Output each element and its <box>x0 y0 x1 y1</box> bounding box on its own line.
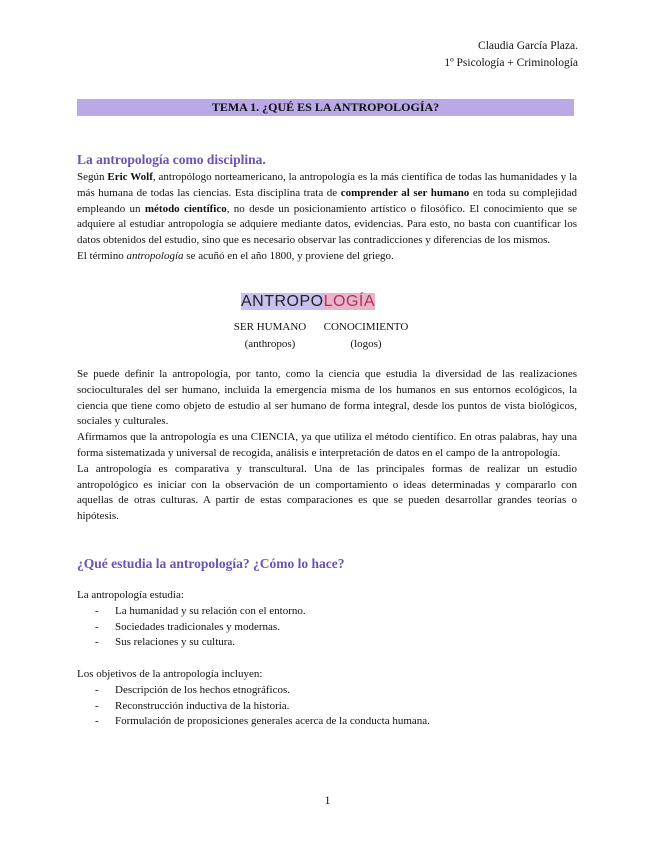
list-item-text: Sociedades tradicionales y modernas. <box>115 620 280 633</box>
eric-wolf-bold: Eric Wolf <box>107 171 153 183</box>
page-header <box>444 38 578 72</box>
list-item <box>77 620 577 636</box>
course-name: 1º Psicología + Criminología <box>444 57 578 69</box>
text-run: , no desde un posicionamiento artístico o filosófico. El conocimiento que se adquiere al estudiar antropología se adquiere mediante datos, evidencias. Para esto, no basta con cuantificar los datos obtenidos del estudio, sino que es necesario observar las contradicciones y diferencias de los mismos. <box>77 202 578 247</box>
definition-paragraph-2: Afirmamos que la antropología es una CIENCIA, ya que utiliza el método científico. En otras palabras, hay una forma sistematizada y universal de recogida, análisis e interpretación de datos en el campo de la antropología. <box>77 431 577 459</box>
root-greek: (anthropos) <box>244 338 296 350</box>
section-heading-que-estudia: ¿Qué estudia la antropología? ¿Cómo lo hace? <box>77 556 345 571</box>
definition-paragraph-3: La antropología es comparativa y transcultural. Una de las principales formas de realizar un estudio antropológico es iniciar con la observación de un comportamiento o ideas determinadas y compararlo con aquellas de otras culturas. A partir de estas comparaciones es que se pueden desarrollar grandes teorías o hipótesis. <box>77 462 577 523</box>
definition-paragraph-1: Se puede definir la antropología, por tanto, como la ciencia que estudia la diversidad de las realizaciones socioculturales del ser humano, incluida la emergencia misma de los humanos en sus entornos ecológicos, la ciencia que tiene como objeto de estudio al ser humano de forma integral, desde los puntos de vista biológicos, sociales y culturales. <box>77 368 577 428</box>
text-run: Según <box>77 171 108 183</box>
objectives-intro: Los objetivos de la antropología incluyen: <box>77 668 263 680</box>
root-greek: (logos) <box>350 338 382 350</box>
metodo-bold: método científico <box>144 202 227 215</box>
studies-block <box>77 588 577 651</box>
list-item-text: Descripción de los hechos etnográficos. <box>115 683 291 696</box>
root-conocimiento <box>318 319 414 353</box>
list-item-text: La humanidad y su relación con el entorno. <box>115 604 306 617</box>
text-run: se acuñó en el año 1800, y proviene del griego. <box>183 249 394 262</box>
list-item <box>77 635 577 651</box>
dash-bullet: - <box>95 604 99 617</box>
definition-block <box>77 367 577 525</box>
antropologia-italic: antropología <box>126 249 184 262</box>
author-name: Claudia García Plaza. <box>478 40 578 52</box>
list-item <box>77 714 577 730</box>
dash-bullet: - <box>95 715 99 728</box>
list-item <box>77 604 577 620</box>
list-item-text: Formulación de proposiciones generales acerca de la conducta humana. <box>115 715 430 728</box>
list-item <box>77 699 577 715</box>
page-number: 1 <box>324 793 331 807</box>
list-item-text: Reconstrucción inductiva de la historia. <box>115 699 290 712</box>
document-title: TEMA 1. ¿QUÉ ES LA ANTROPOLOGÍA? <box>77 99 574 116</box>
intro-paragraph <box>77 170 577 265</box>
root-word: CONOCIMIENTO <box>323 321 409 333</box>
etymology-part-logia: LOGÍA <box>323 293 376 310</box>
section-heading-disciplina: La antropología como disciplina. <box>77 152 266 167</box>
text-run: en toda su complejidad empleando un <box>77 186 577 215</box>
studies-intro: La antropología estudia: <box>77 589 184 601</box>
studies-list <box>77 604 577 651</box>
root-ser-humano <box>224 319 316 353</box>
list-item <box>77 683 577 699</box>
dash-bullet: - <box>95 699 99 712</box>
root-word: SER HUMANO <box>233 321 307 333</box>
text-run: El término <box>77 249 127 262</box>
dash-bullet: - <box>95 636 99 649</box>
list-item-text: Sus relaciones y su cultura. <box>115 636 236 649</box>
objectives-list <box>77 683 577 730</box>
text-run: , antropólogo norteamericano, la antropología es la más científica de todas las humanidades y la más humana de todas las ciencias. Esta disciplina trata de <box>77 171 578 199</box>
dash-bullet: - <box>95 620 99 633</box>
comprender-bold: comprender al ser humano <box>340 186 470 199</box>
etymology-part-antropo: ANTROPO <box>241 293 324 310</box>
dash-bullet: - <box>95 683 99 696</box>
term-paragraph <box>77 249 577 265</box>
objectives-block <box>77 667 577 730</box>
wolf-paragraph <box>77 170 577 249</box>
etymology-word <box>241 293 375 311</box>
